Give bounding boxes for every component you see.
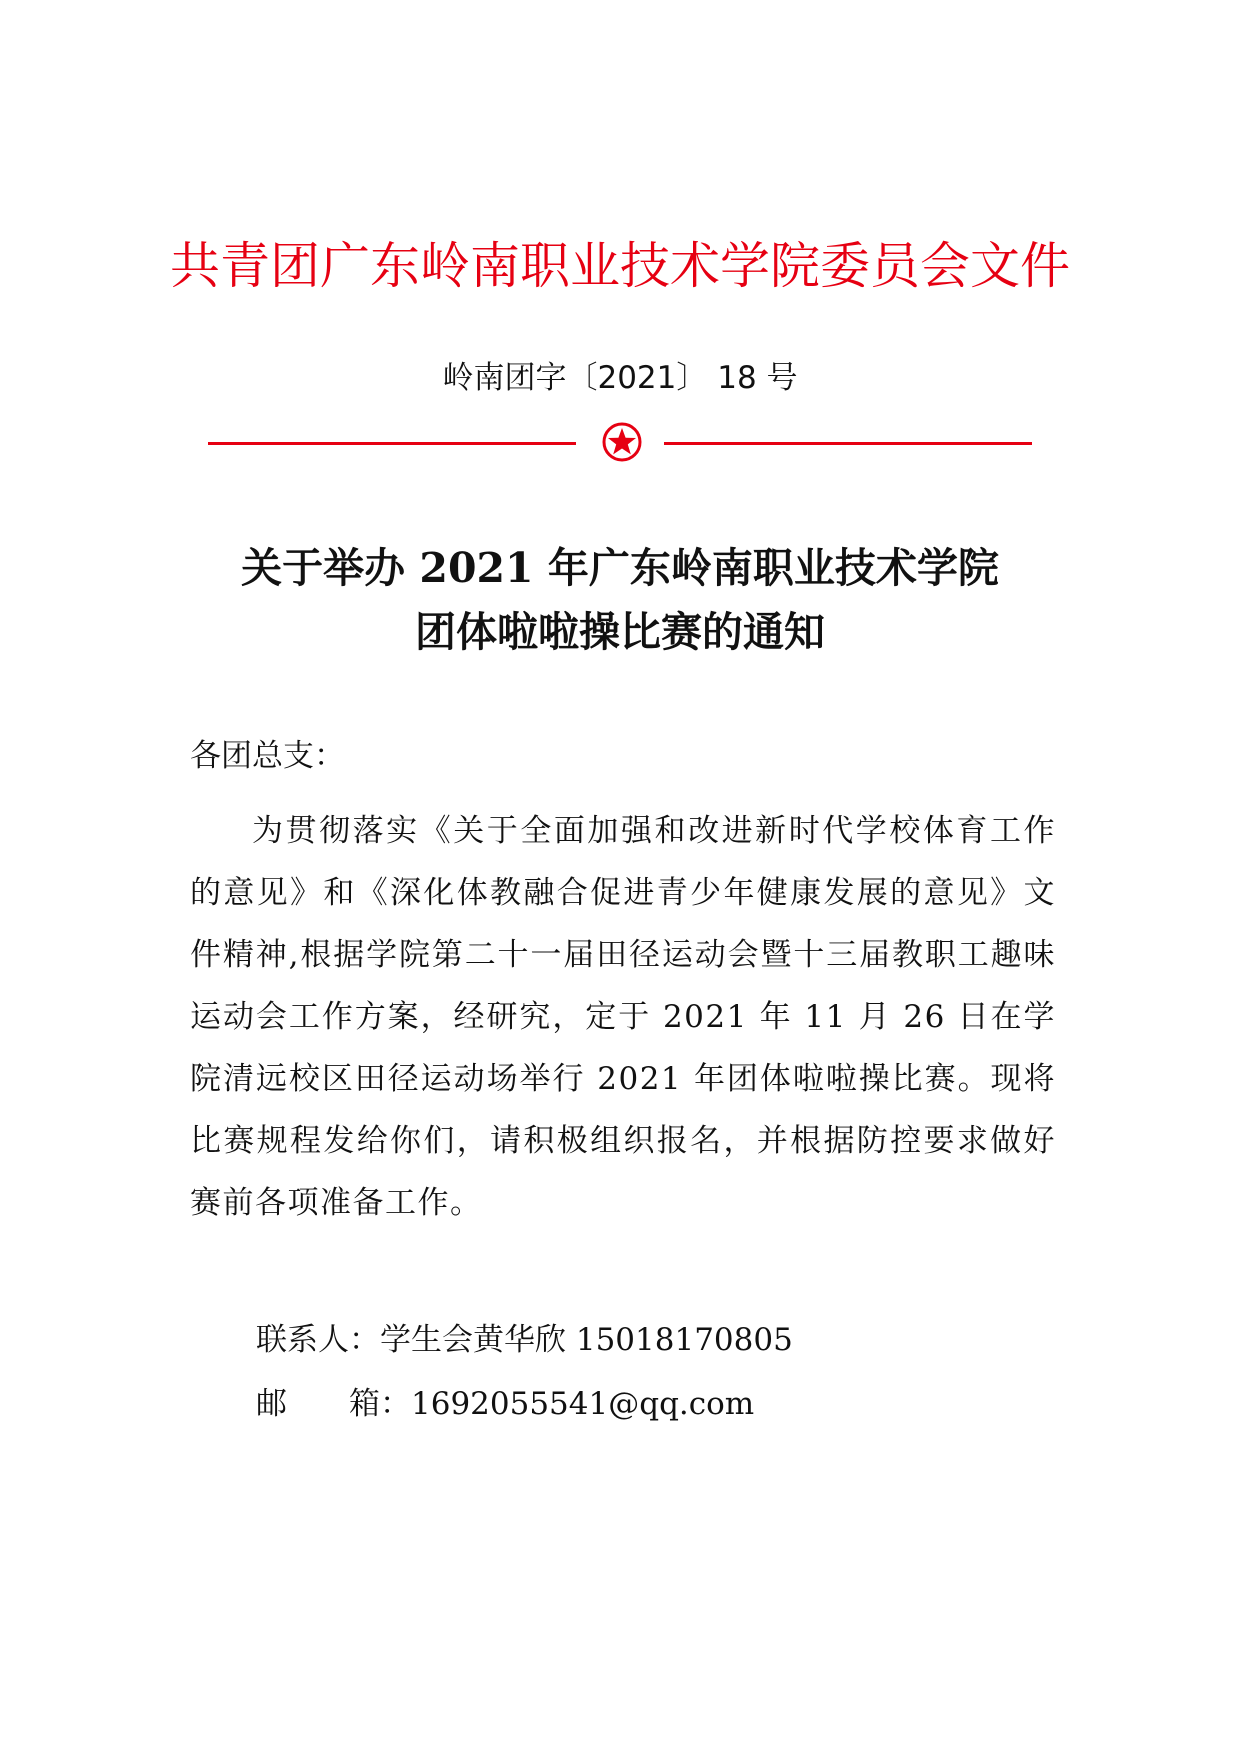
contact-email-label-second: 箱： bbox=[349, 1386, 411, 1422]
header-divider-right bbox=[664, 442, 1032, 445]
header-divider-left bbox=[208, 442, 576, 445]
contact-person-value: 学生会黄华欣 15018170805 bbox=[380, 1322, 793, 1358]
body-paragraph: 为贯彻落实《关于全面加强和改进新时代学校体育工作的意见》和《深化体教融合促进青少年健康发展的意见》文件精神,根据学院第二十一届田径运动会暨十三届教职工趣味运动会工作方案，经研究，定于 2021 年 11 月 26 日在学院清远校区田径运动场举行 2021 年团体啦啦操比赛。现将比赛规程发给你们，请积极组织报名，并根据防控要求做好赛前各项准备工作。 bbox=[190, 813, 1056, 1221]
document-header-title: 共青团广东岭南职业技术学院委员会文件 bbox=[170, 237, 1070, 295]
star-emblem-icon bbox=[600, 420, 644, 464]
notice-title-line-1: 关于举办 2021 年广东岭南职业技术学院 bbox=[241, 544, 999, 592]
contact-email-label-first: 邮 bbox=[256, 1386, 287, 1422]
contact-person-label: 联系人： bbox=[256, 1322, 380, 1358]
document-number: 岭南团字〔2021〕 18 号 bbox=[442, 360, 798, 396]
notice-title-line-2: 团体啦啦操比赛的通知 bbox=[415, 608, 825, 656]
notice-title bbox=[0, 536, 1240, 664]
contact-person bbox=[256, 1320, 793, 1360]
salutation: 各团总支： bbox=[190, 738, 345, 774]
contact-email bbox=[256, 1384, 754, 1424]
contact-email-value: 1692055541@qq.com bbox=[411, 1386, 755, 1422]
